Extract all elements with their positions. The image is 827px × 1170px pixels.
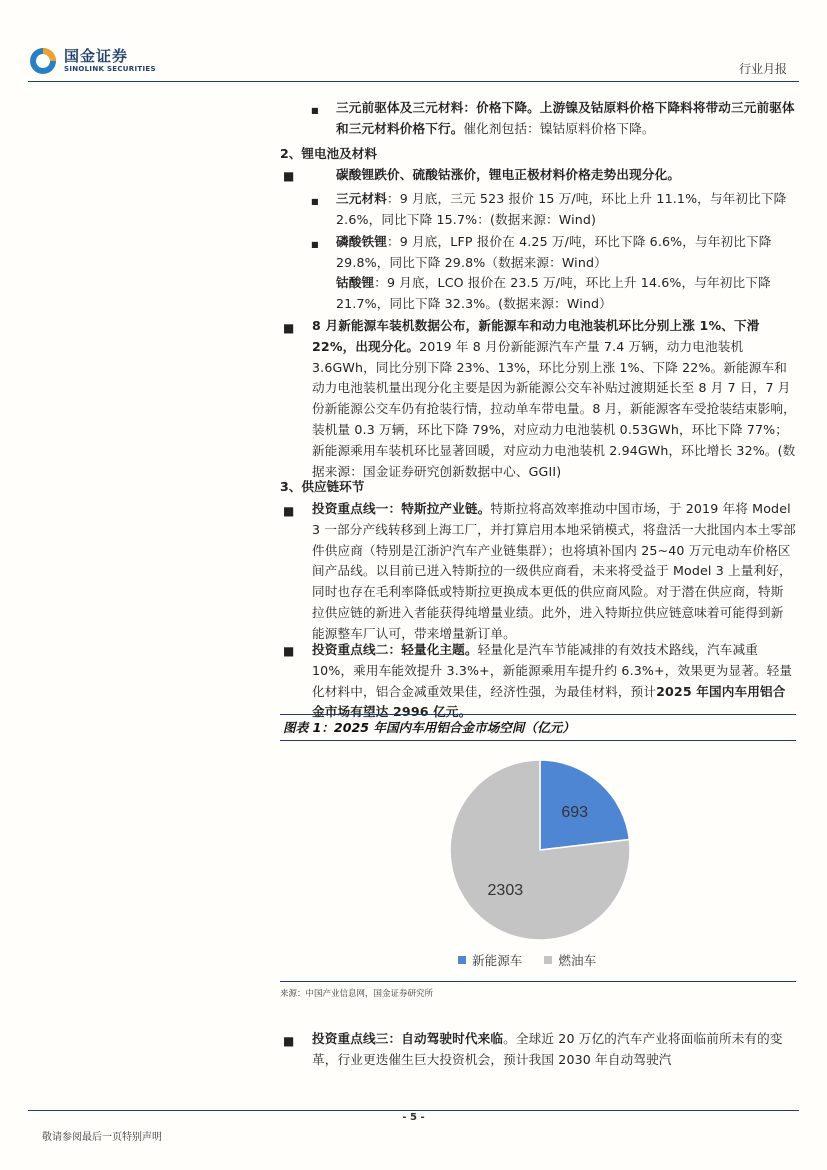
legend-swatch-ice xyxy=(544,956,552,964)
lightweight-bold: 投资重点线二：轻量化主题。 xyxy=(312,642,478,657)
installation-bold: 8 月新能源车装机数据公布，新能源车和动力电池装机环比分别上涨 1%、下滑 22%，出现分化。 xyxy=(312,318,760,354)
square-bullet-icon: ■ xyxy=(283,644,295,658)
section-3-heading: 3、供应链环节 xyxy=(280,479,365,494)
square-bullet-icon: ■ xyxy=(283,1034,295,1048)
disclaimer-note: 敬请参阅最后一页特别声明 xyxy=(42,1132,162,1143)
company-logo xyxy=(28,44,156,78)
lco-text: ：9 月底，LCO 报价在 23.5 万/吨，环比上升 14.6%，与年初比下降 21.7%，同比下降 32.3%。(数据来源：Wind） xyxy=(336,275,771,311)
chart-legend xyxy=(458,950,596,969)
figure-top-rule xyxy=(280,714,796,715)
autonomous-text: 。全球近 20 万亿的汽车产业将面临前所未有的变革，行业更迭催生巨大投资机会，预计我国 2030 年自动驾驶汽 xyxy=(312,1031,783,1067)
figure-bottom-rule xyxy=(280,981,796,982)
tesla-bold: 投资重点线一：特斯拉产业链。 xyxy=(312,501,491,516)
price-divergence-point: 碳酸锂跌价、硫酸钴涨价，锂电正极材料价格走势出现分化。 xyxy=(336,167,681,182)
precursor-bold: 三元前驱体及三元材料：价格下降。上游镍及钴原料价格下降料将带动三元前驱体和三元材料价格下行。 xyxy=(336,100,795,136)
lco-label: 钴酸锂 xyxy=(336,275,375,290)
lfp-paragraph xyxy=(336,232,796,274)
lco-paragraph xyxy=(336,273,796,315)
lfp-label: 磷酸铁锂 xyxy=(336,234,387,249)
pie-label-ice: 2303 xyxy=(487,882,524,900)
lfp-text: ：9 月底，LFP 报价在 4.25 万/吨，环比下降 6.6%，与年初比下降 29.8%，同比下降 29.8%（数据来源：Wind） xyxy=(336,234,772,270)
installation-paragraph xyxy=(312,316,796,482)
section-2-heading: 2、锂电池及材料 xyxy=(280,146,377,161)
square-bullet-icon: ■ xyxy=(311,240,319,249)
ternary-paragraph xyxy=(336,189,796,231)
precursor-text: 催化剂包括：镍钴原料价格下降。 xyxy=(463,120,655,136)
tesla-text: 特斯拉将高效率推动中国市场，于 2019 年将 Model 3 一部分产线转移到上海工厂，并打算启用本地采销模式，将盘活一大批国内本土零部件供应商（特别是江浙沪汽车产业链集群）；也将填补国内 25~40 万元电动车价格区间产品线。以目前已进入特斯拉的一级供应商看，未来将受益于 Model 3 上量利好，同时也存在毛利率降低或特斯拉更换成本更低的供应商风险。对于潜在供应商，特斯拉供应链的新进入者能获得纯增量业绩。此外，进入特斯拉供应链意味着可能得到新能源整车厂认可，带来增量新订单。 xyxy=(312,501,796,641)
ternary-label: 三元材料 xyxy=(336,191,387,206)
precursor-paragraph xyxy=(336,98,796,140)
pie-chart xyxy=(440,755,640,945)
figure-title: 图表 1：2025 年国内车用铝合金市场空间（亿元） xyxy=(283,720,575,735)
ternary-text: ：9 月底，三元 523 报价 15 万/吨，环比上升 11.1%，与年初比下降 2.6%，同比下降 15.7%：(数据来源：Wind) xyxy=(336,191,787,227)
tesla-paragraph xyxy=(312,499,796,645)
page-number: - 5 - xyxy=(402,1112,425,1123)
lightweight-paragraph xyxy=(312,640,796,723)
square-bullet-icon: ■ xyxy=(311,197,319,206)
square-bullet-icon: ■ xyxy=(283,169,295,183)
logo-mark-icon xyxy=(28,46,58,76)
company-name-en: SINOLINK SECURITIES xyxy=(64,65,156,73)
installation-text: 2019 年 8 月份新能源汽车产量 7.4 万辆，动力电池装机 3.6GWh，同比分别下降 23%、13%，环比分别上涨 1%、下降 22%。新能源车和动力电池装机量出现分化主要是因为新能源公交车补贴过渡期延长至 8 月 7 日，7 月份新能源公交车仍有抢装行情，拉动单车带电量。8 月，新能源客车受抢装结束影响，装机量 0.3 万辆，环比下降 79%，对应动力电池装机 0.53GWh，环比下降 77%；新能源乘用车装机环比显著回暖，对应动力电池装机 2.94GWh，环比增长 32%。(数据来源：国金证券研究创新数据中心、GGII) xyxy=(312,338,796,479)
legend-swatch-nev xyxy=(458,956,466,964)
footer-divider xyxy=(28,1110,799,1111)
figure-source: 来源：中国产业信息网，国金证券研究所 xyxy=(280,989,434,999)
lightweight-text: 轻量化是汽车节能减排的有效技术路线，汽车减重 10%，乘用车能效提升 3.3%+，新能源乘用车提升约 6.3%+，效果更为显著。轻量化材料中，铝合金减重效果佳，经济性强，为最佳材料，预计 xyxy=(312,642,793,699)
autonomous-bold: 投资重点线三：自动驾驶时代来临 xyxy=(312,1031,504,1046)
square-bullet-icon: ■ xyxy=(311,106,319,115)
autonomous-paragraph xyxy=(312,1029,796,1071)
header-divider xyxy=(28,81,799,82)
lightweight-conclusion: 2025 年国内车用铝合金市场有望达 2996 亿元。 xyxy=(312,683,786,720)
document-type: 行业月报 xyxy=(738,62,787,76)
square-bullet-icon: ■ xyxy=(283,321,295,335)
company-name-cn: 国金证券 xyxy=(64,47,129,65)
legend-label-ice: 燃油车 xyxy=(558,953,597,968)
figure-title-rule xyxy=(280,740,796,741)
square-bullet-icon: ■ xyxy=(283,504,295,518)
legend-label-nev: 新能源车 xyxy=(472,953,523,968)
pie-label-nev: 693 xyxy=(561,803,589,821)
